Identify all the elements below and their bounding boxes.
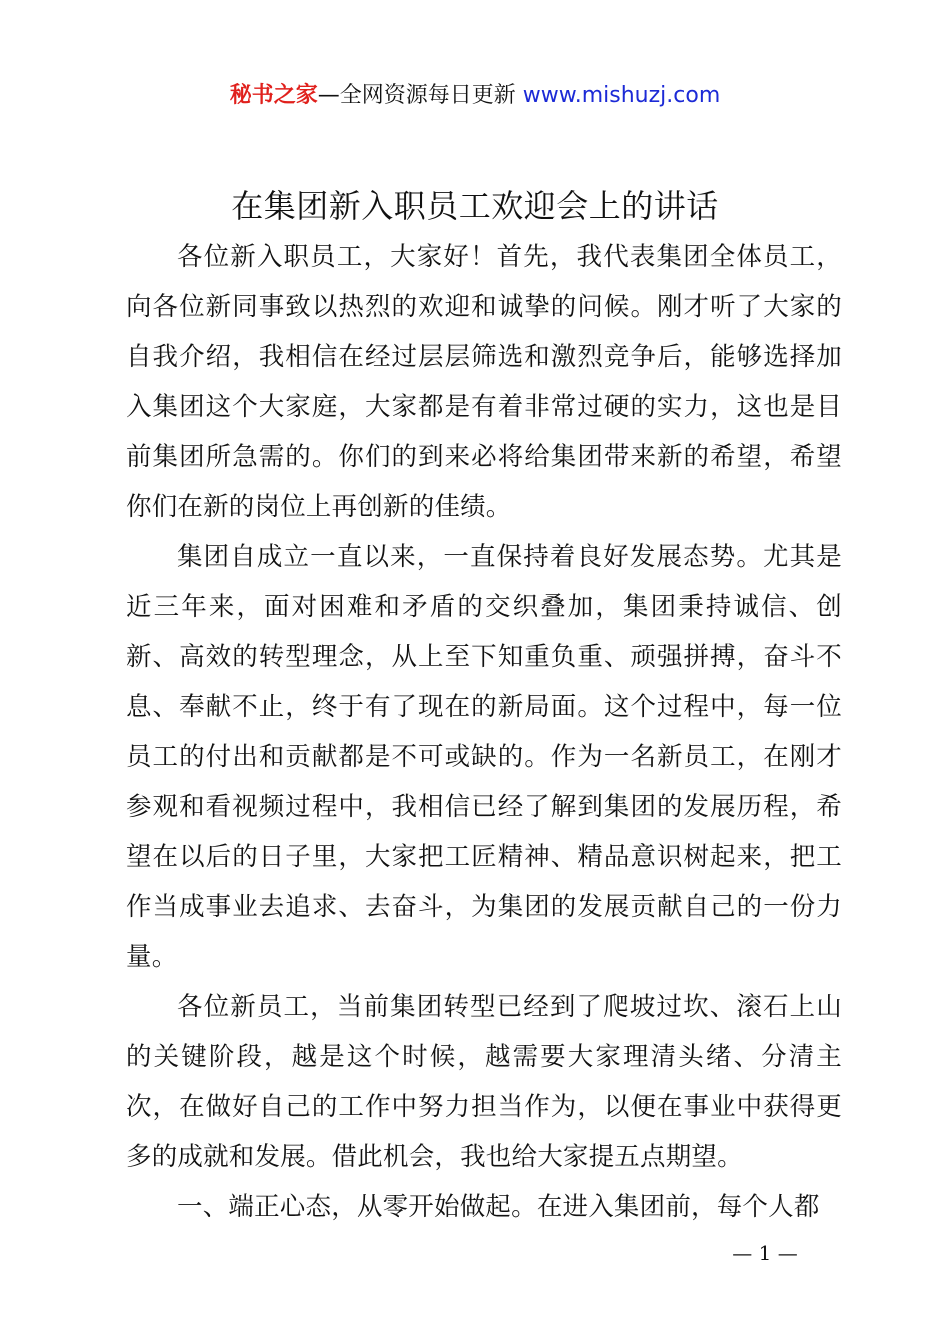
document-title: 在集团新入职员工欢迎会上的讲话	[231, 187, 719, 225]
paragraph-greeting: 各位新入职员工，大家好！首先，我代表集团全体员工，向各位新同事致以热烈的欢迎和诚挚的问候。刚才听了大家的自我介绍，我相信在经过层层筛选和激烈竞争后，能够选择加入集团这个大家庭，大家都是有着非常过硬的实力，这也是目前集团所急需的。你们的到来必将给集团带来新的希望，希望你们在新的岗位上再创新的佳绩。	[126, 242, 842, 522]
document-body	[126, 232, 842, 1232]
site-url-link[interactable]: www.mishuzj.com	[522, 83, 721, 108]
paragraph-history: 集团自成立一直以来，一直保持着良好发展态势。尤其是近三年来，面对困难和矛盾的交织叠加，集团秉持诚信、创新、高效的转型理念，从上至下知重负重、顽强拼搏，奋斗不息、奉献不止，终于有了现在的新局面。这个过程中，每一位员工的付出和贡献都是不可或缺的。作为一名新员工，在刚才参观和看视频过程中，我相信已经了解到集团的发展历程，希望在以后的日子里，大家把工匠精神、精品意识树起来，把工作当成事业去追求、去奋斗，为集团的发展贡献自己的一份力量。	[126, 542, 842, 972]
page-number: — 1 —	[732, 1241, 798, 1265]
site-header	[0, 80, 950, 112]
paragraph-point-one	[126, 1182, 842, 1232]
paragraph-expectations: 各位新员工，当前集团转型已经到了爬坡过坎、滚石上山的关键阶段，越是这个时候，越需要大家理清头绪、分清主次，在做好自己的工作中努力担当作为，以便在事业中获得更多的成就和发展。借此机会，我也给大家提五点期望。	[126, 992, 842, 1172]
site-brand: 秘书之家	[229, 83, 318, 108]
point-one-text: 在进入集团前，每个人都	[536, 1192, 820, 1222]
site-tagline: —全网资源每日更新	[317, 83, 523, 108]
point-one-heading: 一、端正心态，从零开始做起。	[177, 1192, 537, 1222]
